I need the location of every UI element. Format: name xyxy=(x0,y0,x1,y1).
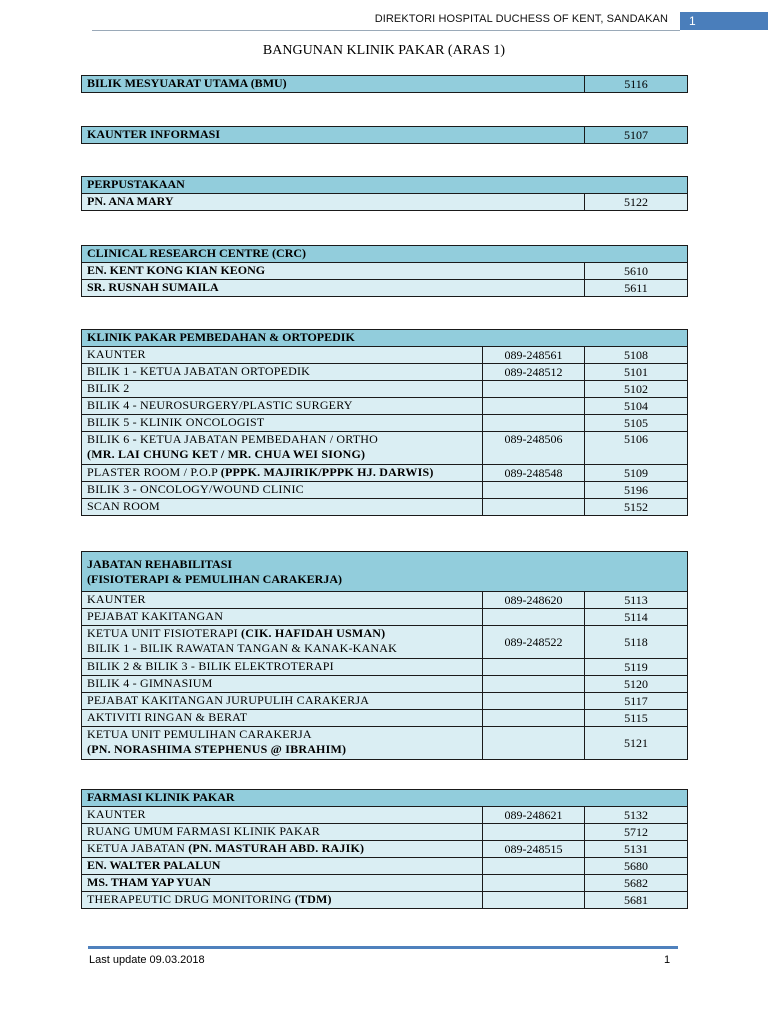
table-row xyxy=(82,280,688,297)
name-cell: SCAN ROOM xyxy=(82,499,483,516)
extension-cell: 5114 xyxy=(585,609,688,626)
name-text: KETUA JABATAN xyxy=(87,841,189,855)
section-subtitle-line: (FISIOTERAPI & PEMULIHAN CARAKERJA) xyxy=(87,571,343,586)
phone-cell xyxy=(483,609,585,626)
section-title: KLINIK PAKAR PEMBEDAHAN & ORTOPEDIK xyxy=(82,330,688,347)
table-row xyxy=(82,364,688,381)
name-cell: EN. KENT KONG KIAN KEONG xyxy=(82,263,585,280)
table-row xyxy=(82,465,688,482)
extension-cell: 5105 xyxy=(585,415,688,432)
section-title: KAUNTER INFORMASI xyxy=(82,127,585,144)
section-title: FARMASI KLINIK PAKAR xyxy=(82,790,688,807)
table-pembedahan-ortopedik xyxy=(81,329,688,516)
name-line-bold: (PN. NORASHIMA STEPHENUS @ IBRAHIM) xyxy=(87,742,347,756)
table-row xyxy=(82,482,688,499)
phone-cell xyxy=(483,858,585,875)
extension-cell: 5680 xyxy=(585,858,688,875)
name-cell: BILIK 2 & BILIK 3 - BILIK ELEKTROTERAPI xyxy=(82,659,483,676)
extension-cell: 5104 xyxy=(585,398,688,415)
extension-cell: 5101 xyxy=(585,364,688,381)
name-line xyxy=(87,626,477,641)
phone-cell xyxy=(483,676,585,693)
phone-cell: 089-248621 xyxy=(483,807,585,824)
extension-cell: 5132 xyxy=(585,807,688,824)
table-row xyxy=(82,807,688,824)
table-farmasi xyxy=(81,789,688,909)
extension-cell: 5113 xyxy=(585,592,688,609)
extension-cell: 5119 xyxy=(585,659,688,676)
name-cell xyxy=(82,727,483,760)
extension-cell: 5611 xyxy=(585,280,688,297)
extension-cell: 5102 xyxy=(585,381,688,398)
name-cell: RUANG UMUM FARMASI KLINIK PAKAR xyxy=(82,824,483,841)
last-update-text: Last update 09.03.2018 xyxy=(89,954,205,966)
name-cell: KAUNTER xyxy=(82,807,483,824)
name-cell xyxy=(82,432,483,465)
section-header-row xyxy=(82,177,688,194)
name-cell: PN. ANA MARY xyxy=(82,194,585,211)
extension-cell: 5115 xyxy=(585,710,688,727)
phone-cell: 089-248620 xyxy=(483,592,585,609)
phone-cell xyxy=(483,693,585,710)
extension-cell: 5122 xyxy=(585,194,688,211)
name-cell: BILIK 4 - GIMNASIUM xyxy=(82,676,483,693)
name-text-bold: (PN. MASTURAH ABD. RAJIK) xyxy=(188,841,365,855)
extension-cell: 5682 xyxy=(585,875,688,892)
table-kaunter-informasi xyxy=(81,126,688,144)
footer-page-number: 1 xyxy=(664,954,671,966)
name-cell: KAUNTER xyxy=(82,592,483,609)
table-row xyxy=(82,676,688,693)
table-row xyxy=(82,710,688,727)
name-cell: BILIK 2 xyxy=(82,381,483,398)
name-cell: BILIK 5 - KLINIK ONCOLOGIST xyxy=(82,415,483,432)
phone-cell: 089-248548 xyxy=(483,465,585,482)
name-cell: PEJABAT KAKITANGAN JURUPULIH CARAKERJA xyxy=(82,693,483,710)
table-row xyxy=(82,727,688,760)
name-cell: PEJABAT KAKITANGAN xyxy=(82,609,483,626)
phone-cell xyxy=(483,381,585,398)
section-title: BILIK MESYUARAT UTAMA (BMU) xyxy=(82,76,585,93)
phone-cell xyxy=(483,875,585,892)
table-crc xyxy=(81,245,688,297)
table-row xyxy=(82,127,688,144)
footer-rule xyxy=(88,946,678,949)
extension-cell: 5610 xyxy=(585,263,688,280)
extension-cell: 5106 xyxy=(585,432,688,465)
name-line-bold: (MR. LAI CHUNG KET / MR. CHUA WEI SIONG) xyxy=(87,447,366,461)
extension-cell: 5152 xyxy=(585,499,688,516)
section-title: CLINICAL RESEARCH CENTRE (CRC) xyxy=(82,246,688,263)
extension-cell: 5108 xyxy=(585,347,688,364)
name-cell: AKTIVITI RINGAN & BERAT xyxy=(82,710,483,727)
extension-cell: 5107 xyxy=(585,127,688,144)
extension-cell: 5109 xyxy=(585,465,688,482)
section-title: PERPUSTAKAAN xyxy=(82,177,688,194)
phone-cell: 089-248506 xyxy=(483,432,585,465)
phone-cell: 089-248522 xyxy=(483,626,585,659)
name-cell xyxy=(82,841,483,858)
section-header-row xyxy=(82,246,688,263)
name-cell: BILIK 4 - NEUROSURGERY/PLASTIC SURGERY xyxy=(82,398,483,415)
section-header-row xyxy=(82,790,688,807)
table-bmu xyxy=(81,75,688,93)
table-row xyxy=(82,659,688,676)
phone-cell xyxy=(483,892,585,909)
table-row xyxy=(82,347,688,364)
table-row xyxy=(82,858,688,875)
table-row xyxy=(82,194,688,211)
name-cell: BILIK 1 - KETUA JABATAN ORTOPEDIK xyxy=(82,364,483,381)
name-cell: KAUNTER xyxy=(82,347,483,364)
page-badge-number: 1 xyxy=(689,14,696,28)
phone-cell xyxy=(483,659,585,676)
name-cell: BILIK 3 - ONCOLOGY/WOUND CLINIC xyxy=(82,482,483,499)
name-cell: MS. THAM YAP YUAN xyxy=(82,875,483,892)
extension-cell: 5117 xyxy=(585,693,688,710)
table-row xyxy=(82,875,688,892)
extension-cell: 5121 xyxy=(585,727,688,760)
table-row xyxy=(82,76,688,93)
name-text: THERAPEUTIC DRUG MONITORING xyxy=(87,892,295,906)
name-cell xyxy=(82,465,483,482)
table-rehabilitasi xyxy=(81,551,688,760)
extension-cell: 5681 xyxy=(585,892,688,909)
table-row xyxy=(82,432,688,465)
section-title xyxy=(82,552,688,592)
phone-cell xyxy=(483,482,585,499)
table-row xyxy=(82,398,688,415)
section-header-row xyxy=(82,552,688,592)
phone-cell xyxy=(483,415,585,432)
phone-cell xyxy=(483,710,585,727)
table-row xyxy=(82,824,688,841)
table-row xyxy=(82,263,688,280)
extension-cell: 5116 xyxy=(585,76,688,93)
phone-cell xyxy=(483,824,585,841)
name-cell xyxy=(82,626,483,659)
table-perpustakaan xyxy=(81,176,688,211)
name-cell: SR. RUSNAH SUMAILA xyxy=(82,280,585,297)
name-cell xyxy=(82,892,483,909)
name-line: BILIK 6 - KETUA JABATAN PEMBEDAHAN / ORTHO xyxy=(87,432,379,446)
table-row xyxy=(82,892,688,909)
name-text-bold: (CIK. HAFIDAH USMAN) xyxy=(241,626,386,640)
table-row xyxy=(82,592,688,609)
document-title: BANGUNAN KLINIK PAKAR (ARAS 1) xyxy=(262,43,506,58)
extension-cell: 5196 xyxy=(585,482,688,499)
table-row xyxy=(82,609,688,626)
header-rule xyxy=(92,30,680,31)
name-text-bold: (PPPK. MAJIRIK/PPPK HJ. DARWIS) xyxy=(220,465,434,479)
extension-cell: 5712 xyxy=(585,824,688,841)
phone-cell: 089-248512 xyxy=(483,364,585,381)
name-text: KETUA UNIT FISIOTERAPI xyxy=(87,626,242,640)
section-header-row xyxy=(82,330,688,347)
directory-title: DIREKTORI HOSPITAL DUCHESS OF KENT, SANDAKAN xyxy=(374,13,668,25)
name-cell: EN. WALTER PALALUN xyxy=(82,858,483,875)
name-text-bold: (TDM) xyxy=(294,892,332,906)
name-line: BILIK 1 - BILIK RAWATAN TANGAN & KANAK-KANAK xyxy=(87,641,397,655)
extension-cell: 5120 xyxy=(585,676,688,693)
name-line: KETUA UNIT PEMULIHAN CARAKERJA xyxy=(87,727,312,741)
table-row xyxy=(82,841,688,858)
phone-cell xyxy=(483,398,585,415)
phone-cell: 089-248561 xyxy=(483,347,585,364)
table-row xyxy=(82,499,688,516)
table-row xyxy=(82,693,688,710)
phone-cell xyxy=(483,499,585,516)
name-text: PLASTER ROOM / P.O.P xyxy=(87,465,221,479)
table-row xyxy=(82,415,688,432)
table-row xyxy=(82,381,688,398)
table-row xyxy=(82,626,688,659)
phone-cell: 089-248515 xyxy=(483,841,585,858)
page-badge xyxy=(680,12,768,30)
phone-cell xyxy=(483,727,585,760)
section-title-line: JABATAN REHABILITASI xyxy=(87,556,233,571)
extension-cell: 5118 xyxy=(585,626,688,659)
extension-cell: 5131 xyxy=(585,841,688,858)
